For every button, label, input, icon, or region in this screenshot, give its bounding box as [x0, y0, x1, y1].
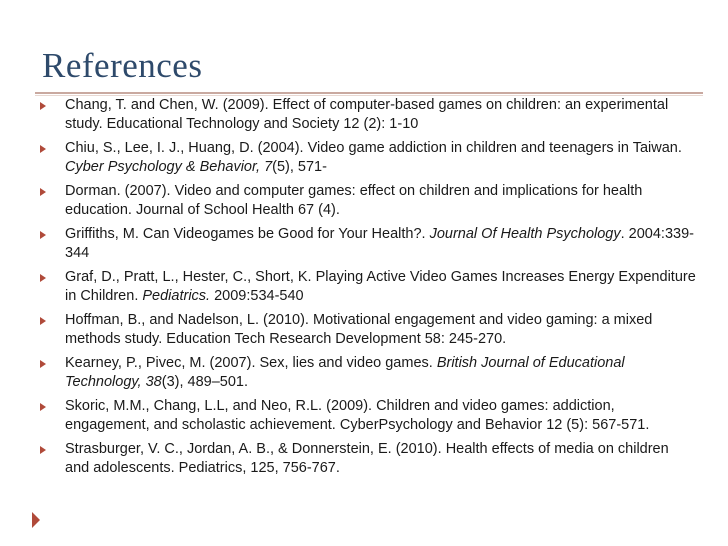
reference-italic-text: Journal Of Health Psychology [429, 226, 621, 242]
reference-line [65, 115, 700, 134]
triangle-bullet-icon [40, 145, 46, 153]
reference-text: 344 [65, 245, 90, 261]
reference-text: Griffiths, M. Can Videogames be Good for Your Health?. [65, 226, 430, 242]
reference-text: Graf, D., Pratt, L., Hester, C., Short, K. Playing Active Video Games Increases Energy Expenditure [65, 269, 696, 285]
reference-line [65, 244, 700, 263]
reference-text: (5), 571- [272, 159, 327, 175]
triangle-bullet-icon [40, 274, 46, 282]
reference-text: engagement, and scholastic achievement. CyberPsychology and Behavior 12 (5): 567-571. [65, 417, 650, 433]
triangle-bullet-icon [40, 446, 46, 454]
reference-line [65, 416, 700, 435]
reference-text: study. Educational Technology and Society 12 (2): 1-10 [65, 116, 419, 132]
triangle-bullet-icon [40, 188, 46, 196]
reference-line [65, 225, 700, 244]
reference-item [40, 397, 700, 435]
reference-text: and adolescents. Pediatrics, 125, 756-767. [65, 460, 340, 476]
reference-text: Chiu, S., Lee, I. J., Huang, D. (2004). Video game addiction in children and teenagers in Taiwan. [65, 140, 682, 156]
reference-line [65, 397, 700, 416]
reference-line [65, 158, 700, 177]
reference-item [40, 440, 700, 478]
reference-text: . 2004:339- [620, 226, 694, 242]
reference-text: methods study. Education Tech Research Development 58: 245-270. [65, 331, 507, 347]
reference-item [40, 96, 700, 134]
reference-text: Strasburger, V. C., Jordan, A. B., & Donnerstein, E. (2010). Health effects of media on children [65, 441, 669, 457]
reference-list [40, 96, 700, 483]
reference-line [65, 459, 700, 478]
reference-item [40, 182, 700, 220]
reference-line [65, 354, 700, 373]
reference-text: Hoffman, B., and Nadelson, L. (2010). Motivational engagement and video gaming: a mixed [65, 312, 653, 328]
triangle-bullet-icon [40, 102, 46, 110]
reference-line [65, 311, 700, 330]
reference-line [65, 287, 700, 306]
reference-italic-text: Cyber Psychology & Behavior, 7 [65, 159, 273, 175]
reference-text: Skoric, M.M., Chang, L.L, and Neo, R.L. (2009). Children and video games: addiction, [65, 398, 615, 414]
reference-line [65, 268, 700, 287]
reference-item [40, 311, 700, 349]
reference-text: education. Journal of School Health 67 (4). [65, 202, 340, 218]
reference-text: (3), 489–501. [161, 374, 249, 390]
title-divider [35, 92, 703, 94]
corner-triangle-icon [32, 512, 40, 528]
reference-text: Kearney, P., Pivec, M. (2007). Sex, lies and video games. [65, 355, 437, 371]
reference-line [65, 96, 700, 115]
triangle-bullet-icon [40, 403, 46, 411]
reference-italic-text: Technology, 38 [65, 374, 162, 390]
reference-text: 2009:534-540 [210, 288, 304, 304]
slide-title: References [42, 46, 203, 85]
reference-line [65, 440, 700, 459]
reference-italic-text: British Journal of Educational [436, 355, 625, 371]
reference-item [40, 354, 700, 392]
reference-text: Chang, T. and Chen, W. (2009). Effect of computer-based games on children: an experimental [65, 97, 669, 113]
reference-line [65, 373, 700, 392]
reference-text: in Children. [65, 288, 143, 304]
triangle-bullet-icon [40, 360, 46, 368]
reference-line [65, 330, 700, 349]
triangle-bullet-icon [40, 231, 46, 239]
reference-italic-text: Pediatrics. [142, 288, 211, 304]
reference-item [40, 225, 700, 263]
reference-item [40, 139, 700, 177]
reference-line [65, 201, 700, 220]
reference-line [65, 139, 700, 158]
reference-item [40, 268, 700, 306]
triangle-bullet-icon [40, 317, 46, 325]
reference-line [65, 182, 700, 201]
reference-text: Dorman. (2007). Video and computer games: effect on children and implications for health [65, 183, 643, 199]
